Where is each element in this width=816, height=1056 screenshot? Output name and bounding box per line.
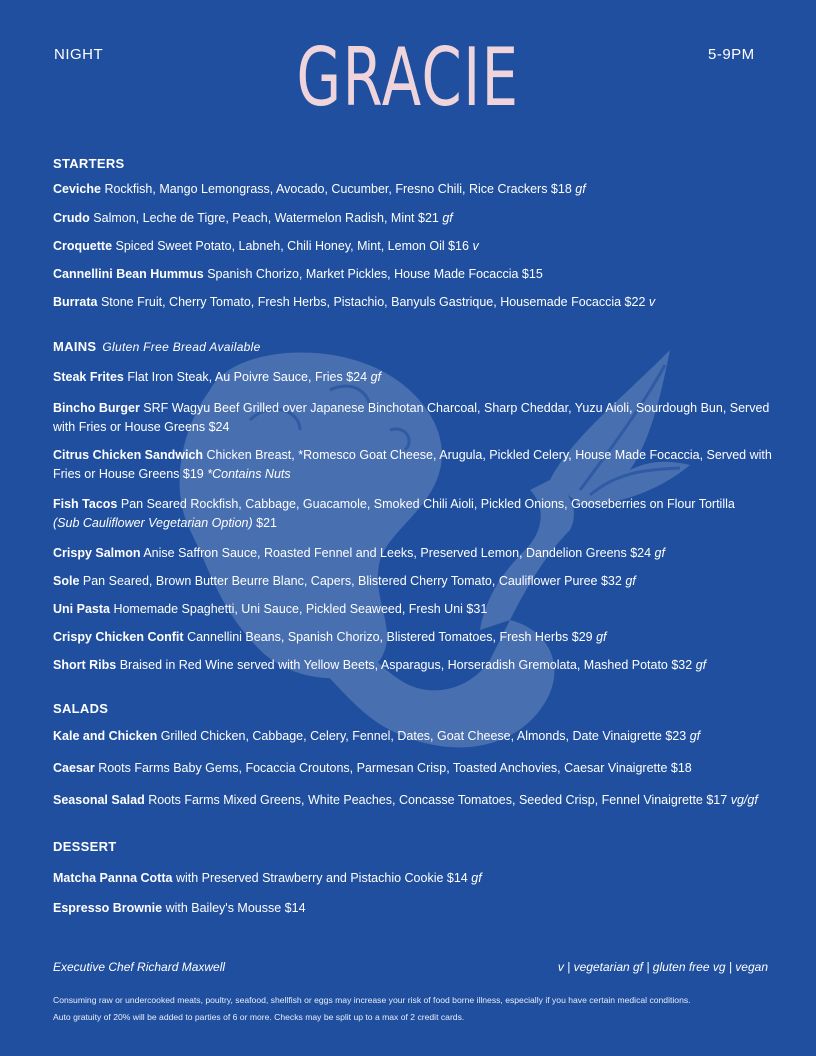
menu-item [53,209,783,228]
item-name: Cannellini Bean Hummus [53,267,204,281]
item-name: Crudo [53,211,90,225]
item-desc: Spiced Sweet Potato, Labneh, Chili Honey, Mint, Lemon Oil $16 [115,239,469,253]
menu-item [53,265,783,284]
mains-title-text: MAINS [53,339,97,354]
menu-item [53,727,783,746]
menu-item [53,791,793,810]
mains-title [53,339,261,354]
menu-item [53,544,783,563]
item-desc: with Preserved Strawberry and Pistachio Cookie $14 [175,871,468,885]
item-desc: Rockfish, Mango Lemongrass, Avocado, Cucumber, Fresno Chili, Rice Crackers $18 [104,182,572,196]
item-name: Steak Frites [53,370,124,384]
item-desc: Flat Iron Steak, Au Poivre Sauce, Fries $24 [127,370,368,384]
item-desc: Grilled Chicken, Cabbage, Celery, Fennel, Dates, Goat Cheese, Almonds, Date Vinaigrette $23 [160,729,687,743]
item-name: Kale and Chicken [53,729,158,743]
item-desc: SRF Wagyu Beef Grilled over Japanese Binchotan Charcoal, Sharp Cheddar, Yuzu Aioli, Sourdough Bun, Served with Fries or House Greens $24 [53,401,770,434]
menu-item [53,572,783,591]
item-desc: Braised in Red Wine served with Yellow Beets, Asparagus, Horseradish Gremolata, Mashed Potato $32 [119,658,693,672]
item-name: Burrata [53,295,98,309]
item-name: Caesar [53,761,95,775]
item-desc: Chicken Breast, *Romesco Goat Cheese, Arugula, Pickled Celery, House Made Focaccia, Served with Fries or House Greens $19 [53,448,772,481]
chef-credit: Executive Chef Richard Maxwell [53,960,226,974]
disclaimer [53,992,783,1026]
menu-item [53,180,783,199]
item-price: $21 [256,516,277,530]
menu-item [53,899,783,918]
menu-item [53,446,783,484]
mains-note: Gluten Free Bread Available [102,340,261,354]
item-name: Bincho Burger [53,401,140,415]
menu-item [53,869,783,888]
item-tag: *Contains Nuts [207,467,291,481]
salads-title: SALADS [53,701,109,716]
item-desc: Salmon, Leche de Tigre, Peach, Watermelon Radish, Mint $21 [93,211,439,225]
item-name: Crispy Chicken Confit [53,630,184,644]
item-desc: Anise Saffron Sauce, Roasted Fennel and Leeks, Preserved Lemon, Dandelion Greens $24 [143,546,652,560]
service-label: NIGHT [54,46,104,63]
item-desc: Cannellini Beans, Spanish Chorizo, Blistered Tomatoes, Fresh Herbs $29 [187,630,593,644]
item-name: Crispy Salmon [53,546,141,560]
item-desc: Roots Farms Mixed Greens, White Peaches, Concasse Tomatoes, Seeded Crisp, Fennel Vinaigrette $17 [148,793,728,807]
item-desc: Stone Fruit, Cherry Tomato, Fresh Herbs, Pistachio, Banyuls Gastrique, Housemade Focaccia $22 [100,295,646,309]
restaurant-logo: GRACIE [296,31,520,124]
item-desc: Pan Seared Rockfish, Cabbage, Guacamole, Smoked Chili Aioli, Pickled Onions, Gooseberries on Flour Tortilla [120,497,735,511]
item-desc: Spanish Chorizo, Market Pickles, House Made Focaccia $15 [207,267,543,281]
item-option: (Sub Cauliflower Vegetarian Option) [53,516,253,530]
item-name: Citrus Chicken Sandwich [53,448,204,462]
disclaimer-line: Auto gratuity of 20% will be added to parties of 6 or more. Checks may be split up to a max of 2 credit cards. [53,1012,465,1022]
menu-item [53,759,783,778]
item-tag: gf [575,182,586,196]
item-tag: vg/gf [730,793,758,807]
item-tag: gf [370,370,381,384]
dessert-title: DESSERT [53,839,117,854]
item-tag: gf [442,211,453,225]
item-desc: Homemade Spaghetti, Uni Sauce, Pickled Seaweed, Fresh Uni $31 [113,602,488,616]
starters-title: STARTERS [53,156,125,171]
menu-item [53,237,783,256]
menu-item [53,656,783,675]
menu-item [53,293,783,312]
item-tag: v [648,295,656,309]
item-name: Croquette [53,239,113,253]
menu-item [53,368,783,387]
menu-item [53,495,783,533]
item-tag: gf [695,658,707,672]
item-name: Espresso Brownie [53,901,163,915]
item-tag: gf [654,546,665,560]
item-desc: with Bailey's Mousse $14 [165,901,306,915]
diet-legend: v | vegetarian gf | gluten free vg | vegan [557,960,768,974]
menu-item [53,399,783,437]
item-name: Sole [53,574,80,588]
item-desc: Roots Farms Baby Gems, Focaccia Croutons, Parmesan Crisp, Toasted Anchovies, Caesar Vinaigrette $18 [98,761,692,775]
item-name: Ceviche [53,182,101,196]
item-tag: gf [689,729,701,743]
disclaimer-line: Consuming raw or undercooked meats, poultry, seafood, shellfish or eggs may increase your risk of food borne illness, especially if you have certain medical conditions. [53,995,691,1005]
item-name: Short Ribs [53,658,117,672]
item-desc: Pan Seared, Brown Butter Beurre Blanc, Capers, Blistered Cherry Tomato, Cauliflower Puree $32 [82,574,622,588]
menu-item [53,628,783,647]
item-name: Seasonal Salad [53,793,145,807]
item-name: Matcha Panna Cotta [53,871,173,885]
item-tag: gf [625,574,636,588]
menu-item [53,600,783,619]
item-name: Uni Pasta [53,602,110,616]
item-tag: v [472,239,479,253]
item-tag: gf [596,630,607,644]
item-tag: gf [471,871,482,885]
hours-label: 5-9PM [708,46,755,63]
item-name: Fish Tacos [53,497,118,511]
